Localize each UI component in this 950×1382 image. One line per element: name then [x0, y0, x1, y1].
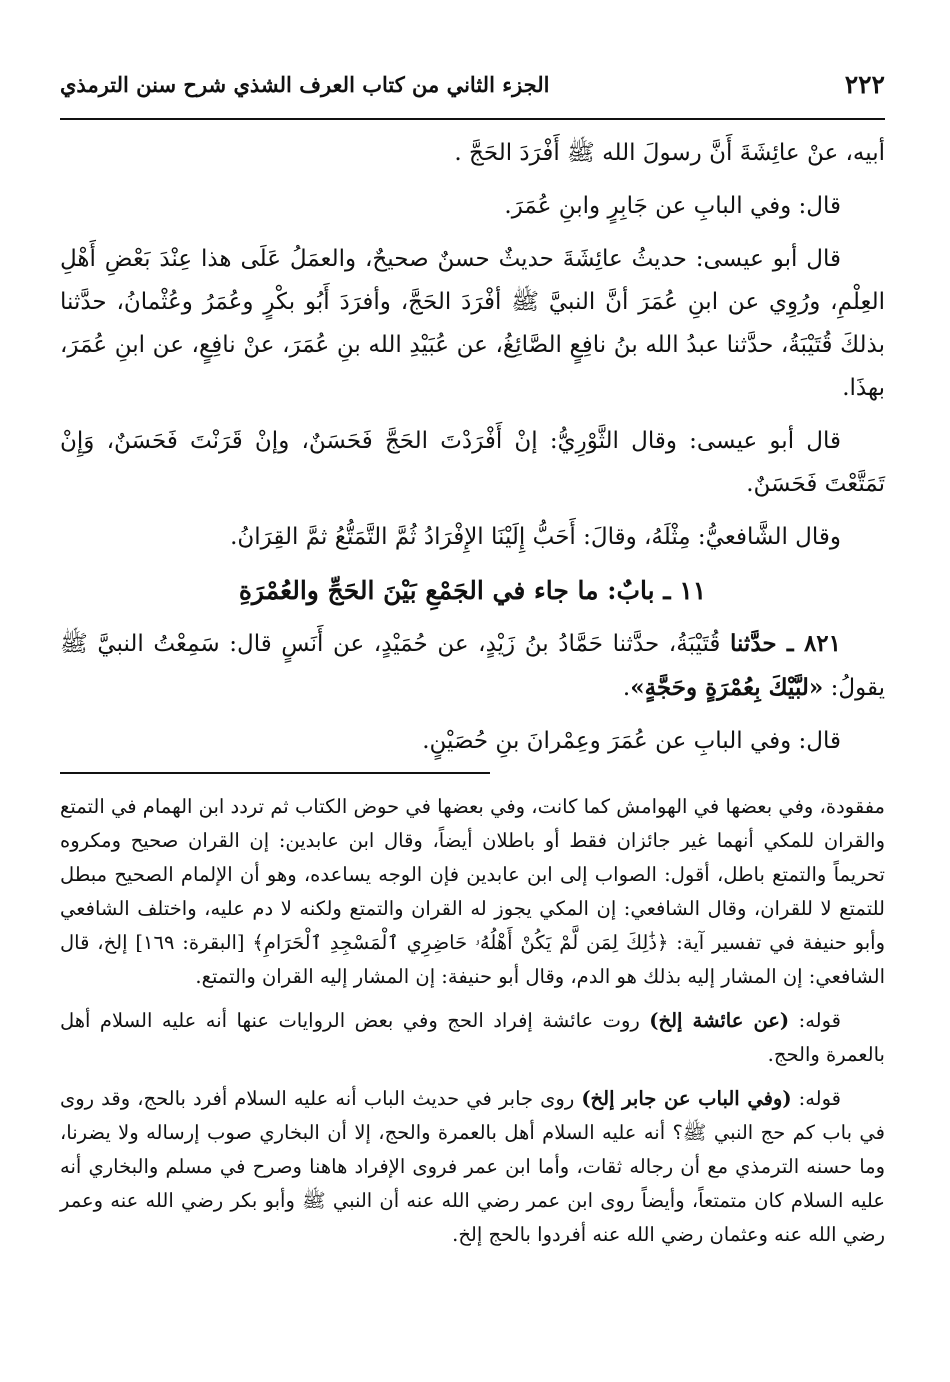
note-1: مفقودة، وفي بعضها في الهوامش كما كانت، وفي بعضها في حوض الكتاب ثم تردد ابن الهمام في التمتع والقران للمكي أنهما غير جائزان فقط أو باطلان أيضاً، وقال ابن عابدين: إن القران صحيح ومكروه تحريماً والتمتع باطل، أقول: الصواب إلى ابن عابدين فإن الوجه يساعده، وهو أن الإلمام الصحيح مبطل للتمتع لا للقران، وقال الشافعي: إن المكي يجوز له القران والتمتع ولكنه لا دم عليه، واختلف الشافعي وأبو حنيفة في تفسير آية: ﴿ذَٰلِكَ لِمَن لَّمْ يَكُنْ أَهْلُهُۥ حَاضِرِي ٱلْمَسْجِدِ ٱلْحَرَامِ﴾ [البقرة: ١٦٩] إلخ، قال الشافعي: إن المشار إليه بذلك هو الدم، وقال أبو حنيفة: إن المشار إليه القران والتمتع. [60, 795, 885, 988]
note-3-ref: (وفي الباب عن جابر إلخ) [581, 1087, 792, 1110]
talbiya-end: . [622, 675, 631, 701]
paragraph-2: قال: وفي البابِ عن جَابِرٍ وابنِ عُمَرَ. [504, 193, 841, 219]
note-2-prefix: قوله: [798, 1009, 841, 1032]
paragraph-1: أبيه، عنْ عائِشَةَ أَنَّ رسولَ الله ﷺ أَفْرَدَ الحَجَّ . [454, 140, 885, 166]
hadith-text: قُتَيْبَةُ، حدَّثنا حَمَّادُ بنُ زَيْدٍ، عن حُمَيْدٍ، عن أَنَسٍ قال: سَمِعْتُ النبيَّ ﷺ يقولُ: [60, 631, 885, 701]
page-number: ٢٢٢ [844, 70, 885, 99]
paragraph-5: وقال الشَّافعيُّ: مِثْلَهُ، وقالَ: أَحَبُّ إِلَيْنَا الإِفْرَادُ ثُمَّ التَّمَتُّعُ ثمَّ القِرَانُ. [230, 524, 841, 550]
paragraph-6: قال: وفي البابِ عن عُمَرَ وعِمْرانَ بنِ حُصَيْنٍ. [422, 728, 841, 754]
talbiya-quote: «لبَّيْكَ بِعُمْرَةٍ وحَجَّةٍ» [630, 674, 824, 701]
paragraph-3: قال أبو عيسى: حديثُ عائِشَةَ حديثٌ حسنٌ صحيحٌ، والعمَلُ عَلَى هذا عِنْدَ بَعْضِ أَهْلِ العِلْمِ، ورُوِي عن ابنِ عُمَرَ أنَّ النبيَّ ﷺ أفْرَدَ الحَجَّ، وأفرَدَ أَبُو بكْرٍ وعُمَرُ وعُثْمانُ، حدَّثنا بذلكَ قُتَيْبَةُ، حدَّثنا عبدُ الله بنُ نافِعٍ الصَّائِغُ، عن عُبَيْدِ الله بنِ عُمَرَ، عنْ نافِعٍ، عن ابنِ عُمَرَ، بهذَا. [60, 246, 885, 401]
hadith-number: ٨٢١ ـ حدَّثنا [729, 630, 841, 657]
header-rule [60, 118, 885, 120]
note-3-prefix: قوله: [798, 1087, 842, 1110]
note-2-body: روت عائشة إفراد الحج وفي بعض الروايات عنها أنه عليه السلام أهل بالعمرة والحج. [60, 1009, 885, 1066]
running-title: الجزء الثاني من كتاب العرف الشذي شرح سنن الترمذي [60, 72, 550, 97]
hadith-821 [60, 622, 885, 710]
note-2-ref: (عن عائشة إلخ) [649, 1009, 790, 1032]
note-3-body: روى جابر في حديث الباب أنه عليه السلام أفرد بالحج، وقد روى في باب كم حج النبي ﷺ؟ أنه عليه السلام أهل بالعمرة والحج، إلا أن البخاري صوب إرساله ولا يضرنا، وما حسنه الترمذي مع أن رجاله ثقات، وأما ابن عمر فروى الإفراد هاهنا وصرح في مسلم والبخاري أنه عليه السلام كان متمتعاً، وأيضاً روى ابن عمر رضي الله عنه أن النبي ﷺ وأبو بكر رضي الله عنه وعمر رضي الله عنه وعثمان رضي الله عنه أفردوا بالحج إلخ. [60, 1087, 885, 1246]
note-3 [60, 1082, 885, 1252]
commentary-notes [60, 790, 885, 1262]
paragraph-4: قال أبو عيسى: وقال الثَّوْرِيُّ: إنْ أَفْرَدْتَ الحَجَّ فَحَسَنٌ، وإنْ قَرَنْتَ فَحَسَنٌ، وَإِنْ تَمَتَّعْتَ فَحَسَنٌ. [60, 428, 885, 497]
note-2 [60, 1004, 885, 1072]
footnote-rule [60, 772, 490, 774]
page-header [60, 60, 885, 108]
chapter-heading: ١١ ـ بابٌ: ما جاء في الجَمْعِ بَيْنَ الحَجِّ والعُمْرَةِ [238, 576, 707, 605]
main-text [60, 132, 885, 773]
